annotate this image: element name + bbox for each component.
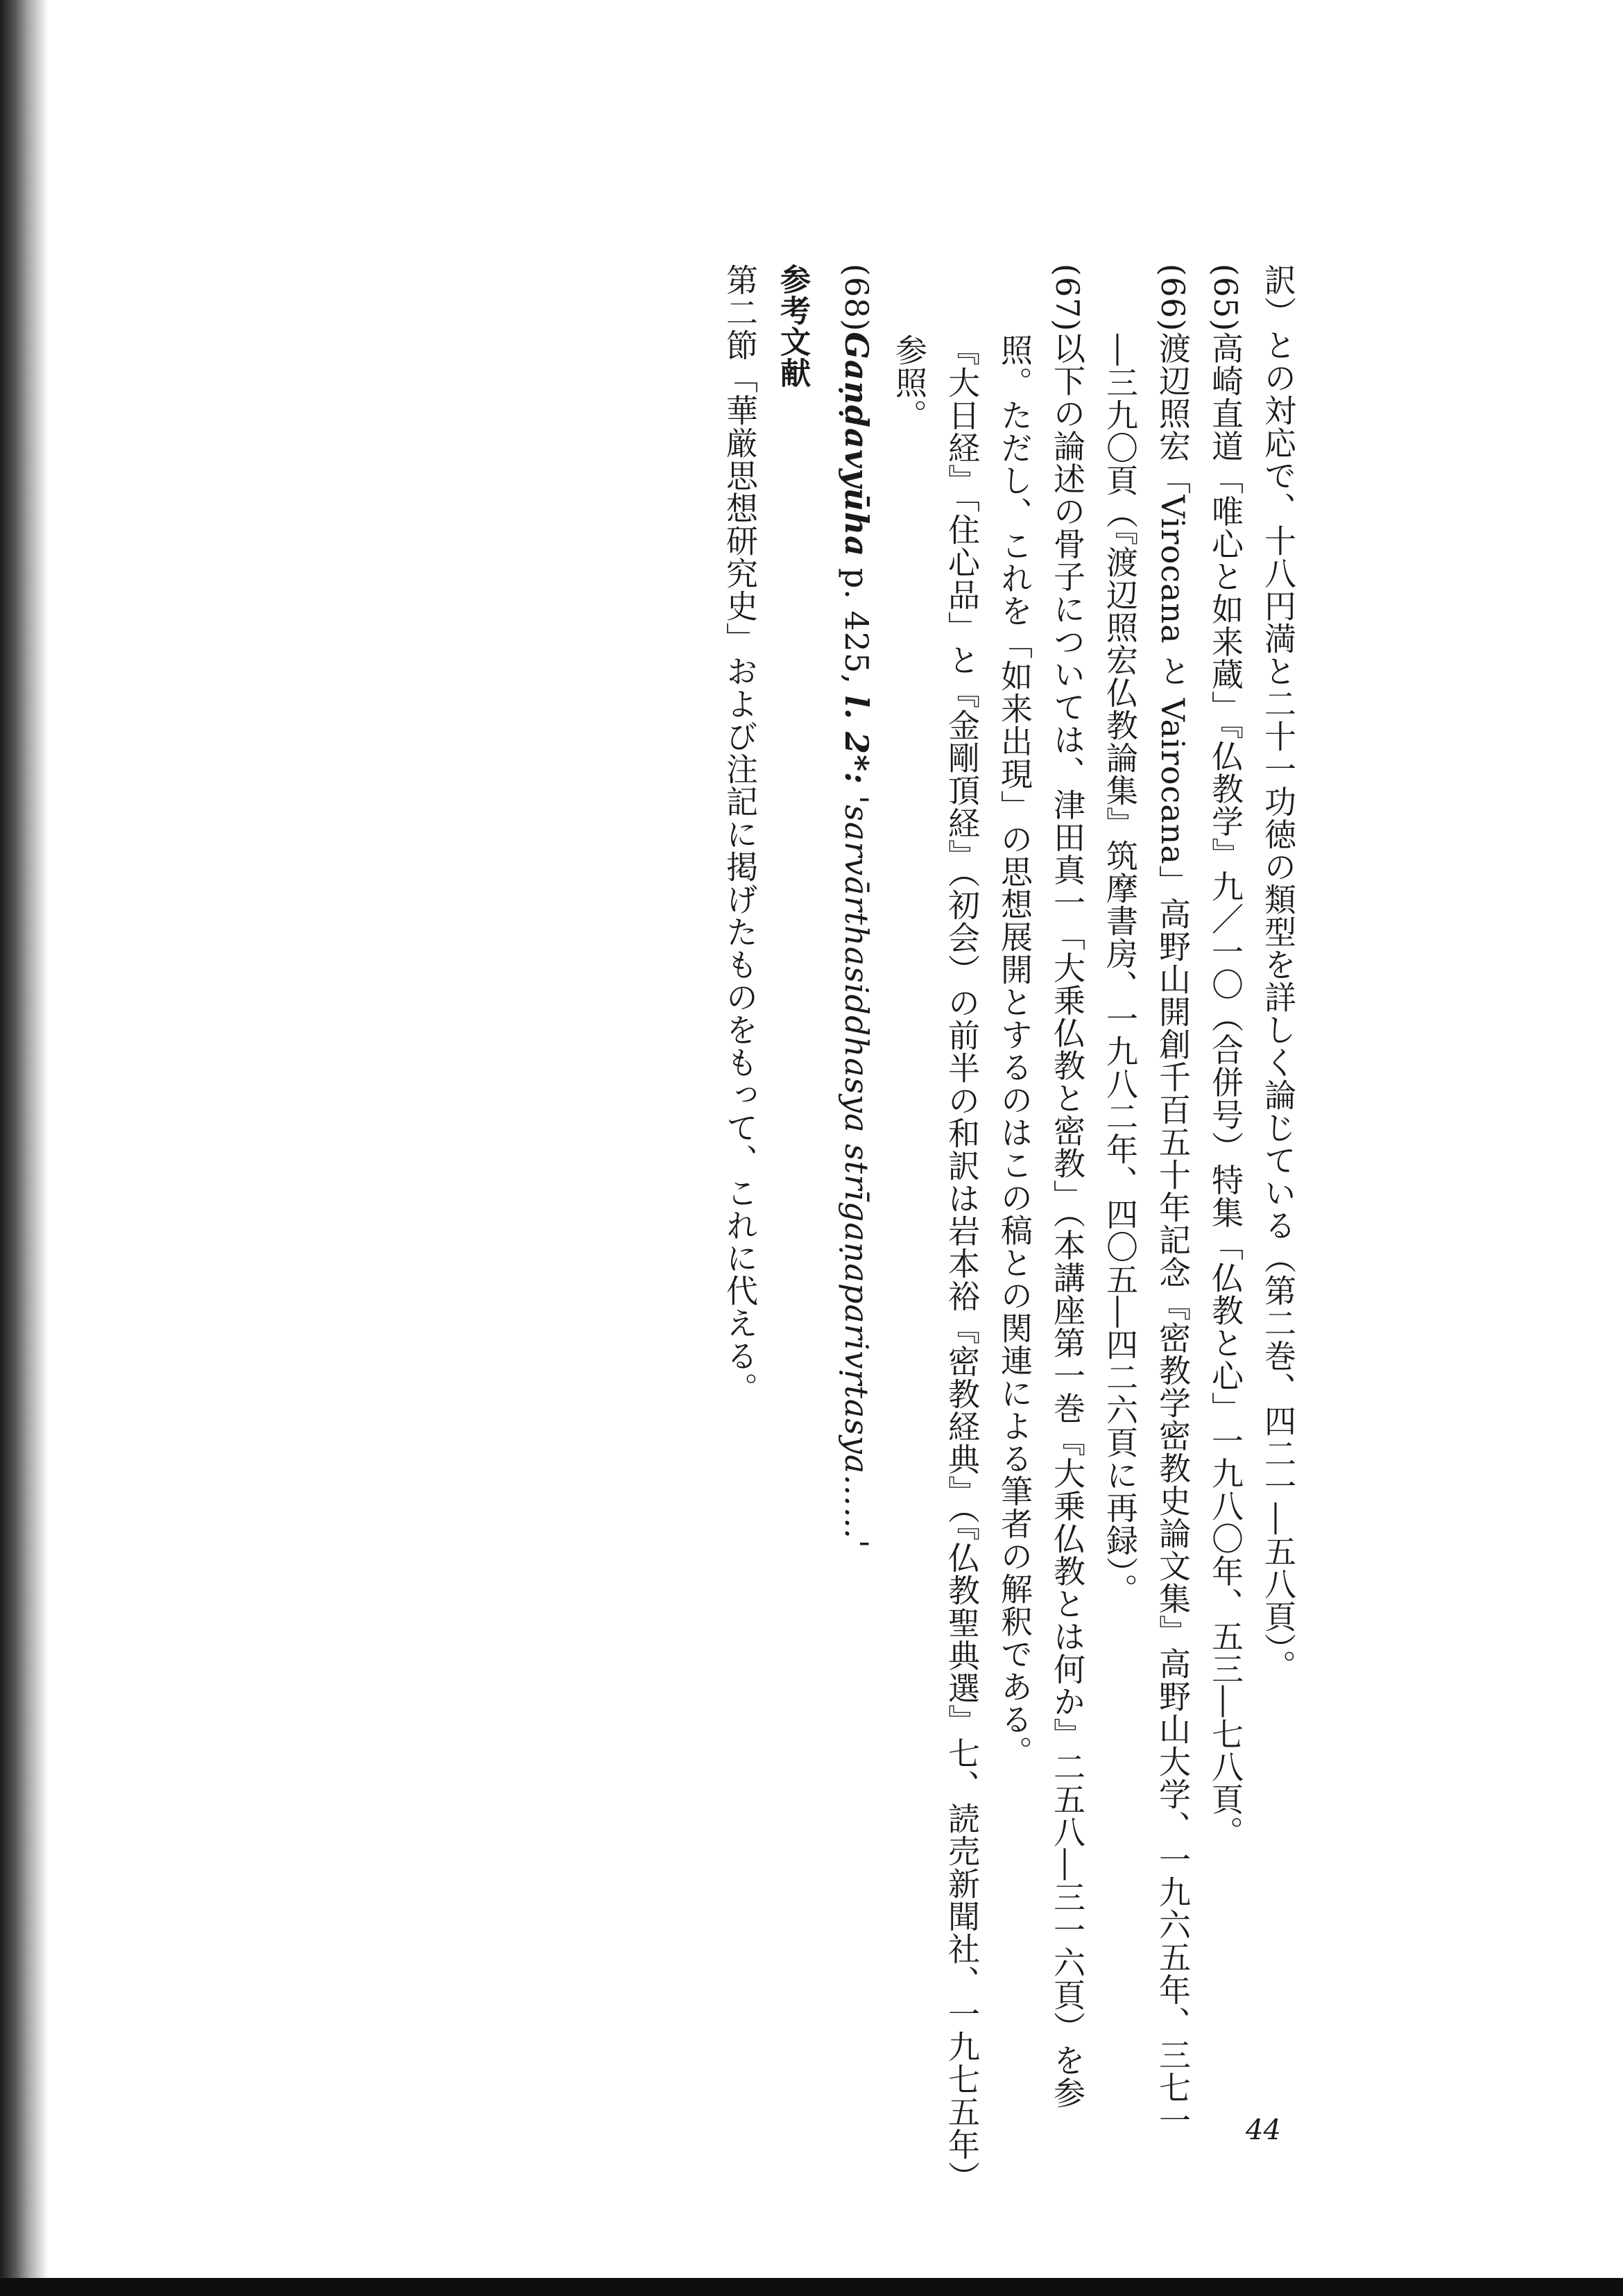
note-66-number: (66) bbox=[1154, 264, 1192, 332]
note-66-text: 渡辺照宏「Virocana と Vairocana」高野山開創千百五十年記念『密教学密教史論文集』高野山大学、一九六五年、三七一 bbox=[1154, 332, 1192, 2136]
note-66 bbox=[1154, 264, 1192, 2136]
note-64-continuation: 訳）との対応で、十八円満と二十一功徳の類型を詳しく論じている（第二巻、四二一―五八頁）。 bbox=[1260, 264, 1297, 1682]
note-68-line-ref: l. 2*: bbox=[838, 695, 875, 785]
note-67-continuation-3: 参照。 bbox=[891, 334, 928, 432]
note-65-number: (65) bbox=[1207, 264, 1244, 332]
page-binding-shadow bbox=[0, 0, 49, 2296]
references-heading-text: 参考文献 bbox=[775, 264, 810, 388]
note-67 bbox=[1049, 264, 1086, 2109]
note-67-line-3 bbox=[943, 264, 981, 2194]
text-line-1 bbox=[1260, 264, 1297, 1682]
note-68 bbox=[838, 264, 875, 1616]
page-bottom-edge bbox=[0, 2278, 1623, 2296]
note-68-title: Gaṇḍavyūha bbox=[838, 332, 875, 558]
references-heading bbox=[775, 264, 810, 1616]
note-68-page: p. 425, bbox=[838, 557, 875, 696]
note-67-continuation-1: 照。ただし、これを「如来出現」の思想展開とするのはこの稿との関連による筆者の解釈である。 bbox=[996, 334, 1033, 1769]
note-67-continuation-2: 『大日経』「住心品」と『金剛頂経』（初会）の前半の和訳は岩本裕『密教経典』（『仏教聖典選』七、読売新聞社、一九七五年） bbox=[943, 334, 981, 2194]
note-68-number: (68) bbox=[838, 264, 875, 332]
note-67-text: 以下の論述の骨子については、津田真一「大乗仏教と密教」（本講座第一巻『大乗仏教とは何か』二五八―三一六頁）を参 bbox=[1049, 332, 1086, 2109]
note-67-number: (67) bbox=[1049, 264, 1086, 332]
references-line-1 bbox=[721, 264, 759, 1616]
note-65 bbox=[1207, 264, 1244, 1849]
note-67-line-4 bbox=[891, 264, 928, 1686]
references-text: 第二節「華厳思想研究史」および注記に掲げたものをもって、これに代える。 bbox=[721, 264, 759, 1405]
note-67-line-2 bbox=[996, 264, 1033, 1769]
note-68-quote: 'sarvārthasiddhasya strīgaṇaparivṛtasya……' bbox=[838, 785, 875, 1549]
page-number: 44 bbox=[1246, 2114, 1281, 2146]
note-65-text: 高崎直道「唯心と如来蔵」『仏教学』九／一〇（合併号）特集「仏教と心」一九八〇年、五三―七八頁。 bbox=[1207, 332, 1244, 1849]
note-66-line-2 bbox=[1101, 264, 1139, 1686]
note-66-continuation: ―三九〇頁（『渡辺照宏仏教論集』筑摩書房、一九八二年、四〇五―四二六頁に再録）。 bbox=[1101, 334, 1139, 1607]
